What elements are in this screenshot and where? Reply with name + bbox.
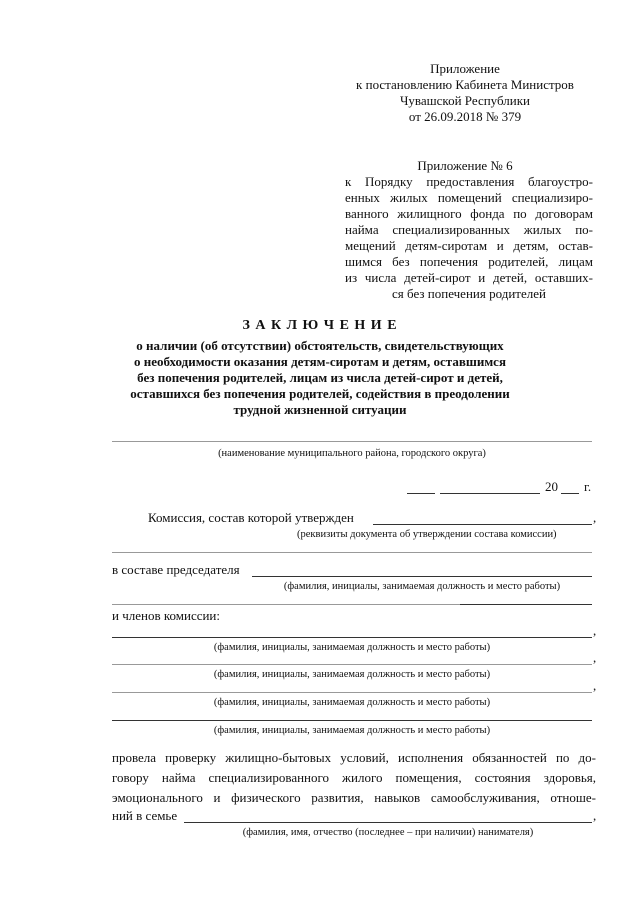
body-line: провела проверку жилищно-бытовых условий, исполнения обязанностей по до- xyxy=(112,750,596,765)
appendix6-line: из числа детей-сирот и детей, оставших- xyxy=(345,270,593,285)
body-line: говору найма специализированного жилого помещения, состояния здоровья, xyxy=(112,770,596,785)
member-field-4[interactable] xyxy=(112,720,592,721)
heading-line: о наличии (об отсутствии) обстоятельств, свидетельствующих xyxy=(136,338,504,353)
member-caption: (фамилия, инициалы, занимаемая должность и место работы) xyxy=(213,697,491,708)
chair-label: в составе председателя xyxy=(112,562,240,577)
appendix-line: к постановлению Кабинета Министров xyxy=(356,77,574,92)
commission-label: Комиссия, состав которой утвержден xyxy=(148,510,354,525)
comma: , xyxy=(593,650,597,665)
comma: , xyxy=(593,808,597,823)
appendix6-title: Приложение № 6 xyxy=(417,158,513,173)
body-line: эмоционального и физического развития, навыков самообслуживания, отноше- xyxy=(112,790,596,805)
tenant-caption: (фамилия, имя, отчество (последнее – при наличии) нанимателя) xyxy=(242,827,534,838)
chair-extra-field-right[interactable] xyxy=(460,604,592,605)
municipality-caption: (наименование муниципального района, городского округа) xyxy=(218,448,486,459)
comma: , xyxy=(593,623,597,638)
member-field-2[interactable] xyxy=(112,664,592,665)
appendix-line: Приложение xyxy=(430,61,500,76)
appendix6-line: ванного жилищного фонда по договорам xyxy=(345,206,593,221)
appendix6-line: к Порядку предоставления благоустро- xyxy=(345,174,593,189)
member-caption: (фамилия, инициалы, занимаемая должность и место работы) xyxy=(213,669,491,680)
commission-extra-field[interactable] xyxy=(112,552,592,553)
commission-caption: (реквизиты документа об утверждении состава комиссии) xyxy=(297,529,557,540)
date-year-field[interactable] xyxy=(561,493,579,494)
member-field-3[interactable] xyxy=(112,692,592,693)
document-title: З А К Л Ю Ч Е Н И Е xyxy=(242,318,398,333)
commission-document-field[interactable] xyxy=(373,524,592,525)
appendix6-line: енных жилых помещений специализиро- xyxy=(345,190,593,205)
heading-line: о необходимости оказания детям-сиротам и детям, оставшимся xyxy=(134,354,506,369)
member-caption: (фамилия, инициалы, занимаемая должность и место работы) xyxy=(213,642,491,653)
family-label: ний в семье xyxy=(112,808,178,823)
member-caption: (фамилия, инициалы, занимаемая должность и место работы) xyxy=(213,725,491,736)
members-label: и членов комиссии: xyxy=(112,608,221,623)
date-year-prefix: 20 xyxy=(545,479,558,494)
date-year-suffix: г. xyxy=(584,479,592,494)
chair-extra-field-left[interactable] xyxy=(112,604,460,605)
appendix6-line: шимся без попечения родителей, лицам xyxy=(345,254,593,269)
date-day-field[interactable] xyxy=(407,493,435,494)
chair-caption: (фамилия, инициалы, занимаемая должность и место работы) xyxy=(283,581,561,592)
appendix-line: Чувашской Республики xyxy=(399,93,531,108)
member-field-1[interactable] xyxy=(112,637,592,638)
municipality-field[interactable] xyxy=(112,441,592,442)
appendix6-line: найма специализированных жилых по- xyxy=(345,222,593,237)
comma: , xyxy=(593,510,597,525)
appendix6-line: мещений детям-сиротам и детям, остав- xyxy=(345,238,593,253)
heading-line: оставшихся без попечения родителей, содействия в преодолении xyxy=(130,386,510,401)
appendix-date: от 26.09.2018 № 379 xyxy=(408,109,522,124)
heading-line: без попечения родителей, лицам из числа детей-сирот и детей, xyxy=(137,370,503,385)
heading-line: трудной жизненной ситуации xyxy=(233,402,407,417)
comma: , xyxy=(593,678,597,693)
date-month-field[interactable] xyxy=(440,493,540,494)
tenant-field[interactable] xyxy=(184,822,592,823)
chair-field[interactable] xyxy=(252,576,592,577)
appendix6-line: ся без попечения родителей xyxy=(392,286,546,301)
